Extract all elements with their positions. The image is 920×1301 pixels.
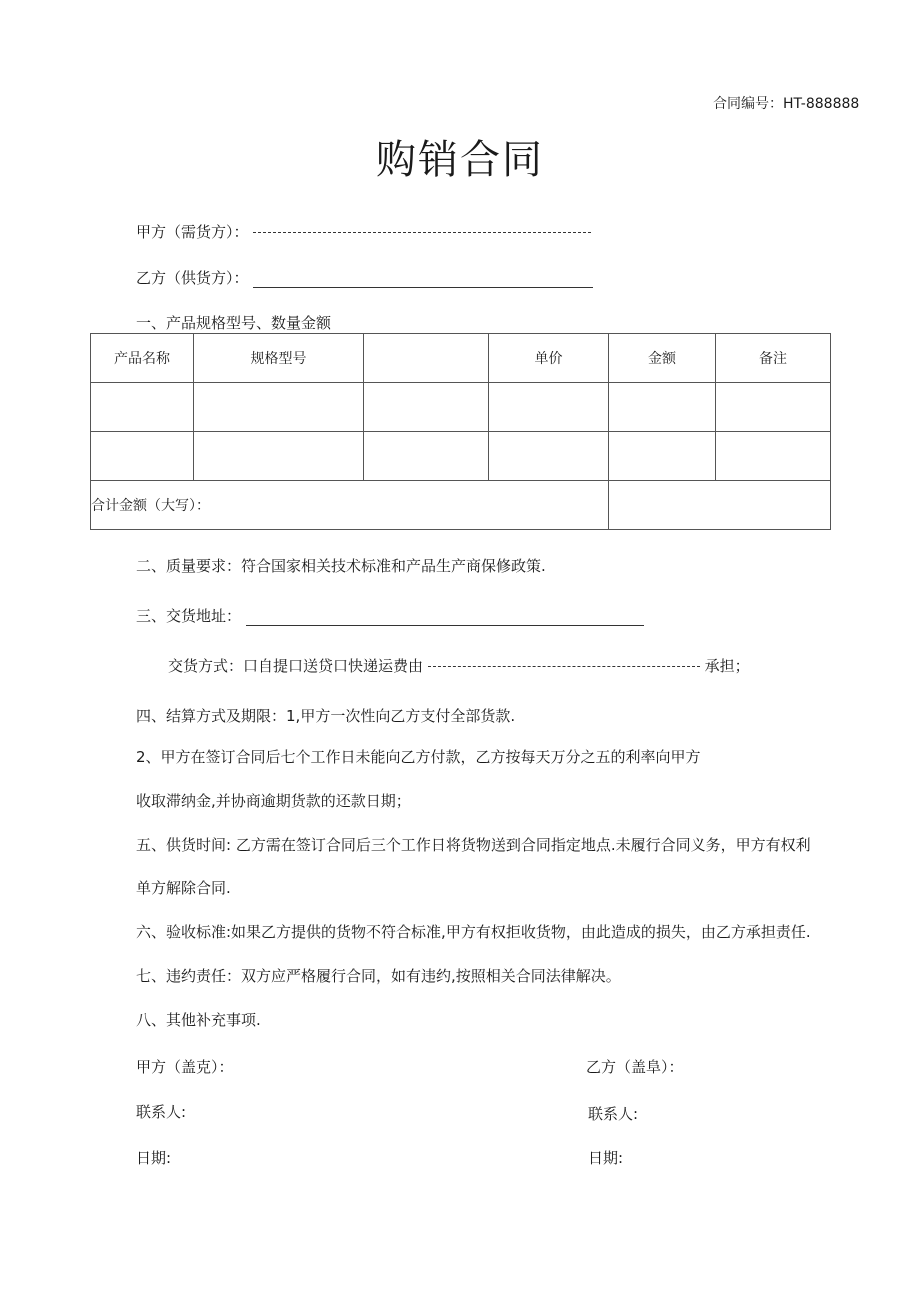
delivery-address-row [136,605,644,626]
party-a-row [136,221,591,242]
table-row [91,383,831,432]
table-cell[interactable] [716,383,831,432]
section2-quality: 二、质量要求：符合国家相关技术标准和产品生产商保修政策. [136,557,546,575]
delivery-method-suffix: 承担； [704,657,750,675]
delivery-method-label: 交货方式：口自提口送贷口快递运费由 [168,657,424,675]
party-b-blank[interactable] [253,269,593,288]
section5-line1: 五、供货时间: 乙方需在签订合同后三个工作日将货物送到合同指定地点.未履行合同义务，甲方有权利 [136,836,811,854]
party-b-contact-label: 联系人: [588,1105,639,1123]
section7-liability: 七、违约责任：双方应严格履行合同，如有违约,按照相关合同法律解决。 [136,967,621,985]
party-b-seal-label: 乙方（盖阜）： [586,1058,684,1076]
party-a-blank[interactable] [253,232,591,233]
table-cell[interactable] [364,432,489,481]
col-header-blank [364,334,489,383]
col-header-spec-model: 规格型号 [194,334,364,383]
total-amount-value[interactable] [609,481,831,530]
party-b-date-label: 日期: [588,1149,624,1167]
section6-acceptance: 六、验收标准:如果乙方提供的货物不符合标准,甲方有权拒收货物，由此造成的损失，由乙方承担责任. [136,923,811,941]
table-cell[interactable] [91,383,194,432]
col-header-remarks: 备注 [716,334,831,383]
table-cell[interactable] [489,383,609,432]
section1-heading: 一、产品规格型号、数量金额 [136,314,332,332]
delivery-method-row [168,655,750,676]
table-cell[interactable] [609,432,716,481]
party-b-row [136,267,593,288]
section4-line3: 收取滞纳金,并协商逾期货款的还款日期； [136,792,411,810]
contract-number: 合同编号：HT-888888 [713,96,860,112]
freight-payer-blank[interactable] [428,666,700,667]
total-row [91,481,831,530]
table-cell[interactable] [716,432,831,481]
table-cell[interactable] [194,383,364,432]
table-cell[interactable] [91,432,194,481]
table-cell[interactable] [364,383,489,432]
party-a-contact-label: 联系人: [136,1103,187,1121]
table-cell[interactable] [489,432,609,481]
table-row [91,432,831,481]
delivery-address-blank[interactable] [246,609,644,626]
product-spec-table [90,333,831,530]
page-title: 购销合同 [376,137,544,183]
party-b-label: 乙方（供货方）： [136,269,249,287]
party-a-seal-label: 甲方（盖克）： [136,1058,234,1076]
table-cell[interactable] [609,383,716,432]
section5-line2: 单方解除合同. [136,879,231,897]
party-a-date-label: 日期: [136,1149,172,1167]
total-amount-label: 合计金额（大写）： [91,481,609,530]
section4-line2: 2、甲方在签订合同后七个工作日未能向乙方付款，乙方按每天万分之五的利率向甲方 [136,748,701,766]
col-header-amount: 金额 [609,334,716,383]
section8-supplement: 八、其他补充事项. [136,1011,261,1029]
section4-line1: 四、结算方式及期限：1,甲方一次性向乙方支付全部货款. [136,707,516,725]
party-a-label: 甲方（需货方）： [136,223,249,241]
col-header-product-name: 产品名称 [91,334,194,383]
col-header-unit-price: 单价 [489,334,609,383]
table-header-row [91,334,831,383]
table-cell[interactable] [194,432,364,481]
delivery-address-label: 三、交货地址： [136,607,242,625]
